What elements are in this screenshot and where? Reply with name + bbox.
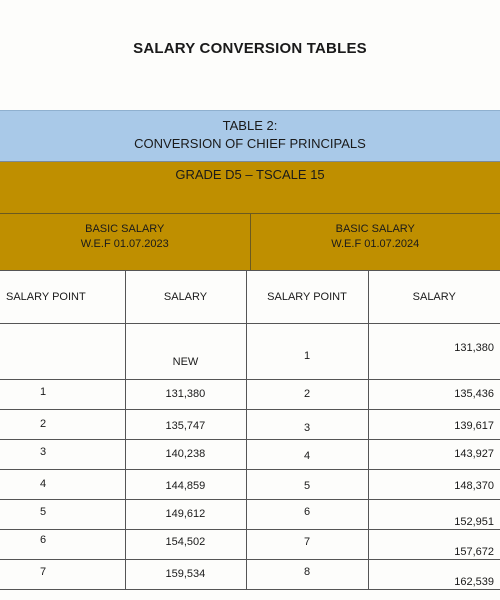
column-header: SALARY POINT	[0, 271, 125, 323]
table-row	[0, 323, 500, 379]
new-salary-point: 6	[303, 505, 311, 518]
table-cell	[368, 439, 500, 469]
table-cell	[0, 323, 125, 379]
column-header: SALARY	[125, 271, 246, 323]
table-cell	[368, 379, 500, 409]
table-row	[0, 379, 500, 409]
table-cell	[125, 379, 246, 409]
old-salary-point: 3	[40, 445, 47, 458]
basic-salary-2024-header	[250, 214, 500, 270]
new-salary: 143,927	[454, 447, 494, 460]
new-point: 1	[303, 349, 311, 362]
table-cell	[125, 499, 246, 529]
table-cell	[246, 323, 368, 379]
table-cell	[125, 409, 246, 439]
table-cell	[125, 559, 246, 589]
new-salary-point: 5	[303, 479, 311, 492]
new-salary-point: 8	[303, 565, 311, 578]
old-salary: 135,747	[165, 419, 206, 432]
group-label: BASIC SALARY	[85, 223, 165, 235]
group-date: W.E.F 01.07.2024	[331, 238, 420, 250]
old-salary: 131,380	[165, 387, 206, 400]
basic-salary-group-row	[0, 214, 500, 271]
table-cell	[246, 469, 368, 499]
old-salary-point: 2	[40, 417, 47, 430]
table-row	[0, 439, 500, 469]
table-cell	[0, 499, 125, 529]
grade-heading: GRADE D5 – TSCALE 15	[0, 162, 500, 214]
column-header-row	[0, 271, 500, 323]
table-row	[0, 559, 500, 589]
table-caption-number: TABLE 2:	[222, 118, 278, 133]
new-salary-point: 2	[303, 387, 311, 400]
old-salary: 159,534	[165, 567, 206, 580]
new-salary: 148,370	[454, 479, 494, 492]
table-cell	[368, 469, 500, 499]
group-label: BASIC SALARY	[335, 223, 415, 235]
table-cell	[125, 529, 246, 559]
table-cell	[368, 529, 500, 559]
basic-salary-2023-header	[0, 214, 250, 270]
old-salary: 140,238	[165, 447, 206, 460]
new-salary: 152,951	[454, 515, 494, 528]
old-salary: 144,859	[165, 479, 206, 492]
table-caption	[0, 110, 500, 162]
new-salary: 162,539	[454, 575, 494, 588]
table-row	[0, 469, 500, 499]
table-row	[0, 529, 500, 559]
new-salary-point: 7	[303, 535, 311, 548]
table-cell	[125, 469, 246, 499]
new-salary-point: 4	[303, 449, 311, 462]
table-cell	[246, 409, 368, 439]
table-cell	[246, 559, 368, 589]
column-header: SALARY POINT	[246, 271, 368, 323]
group-date: W.E.F 01.07.2023	[80, 238, 169, 250]
old-salary-point: 5	[40, 505, 47, 518]
table-caption-title: CONVERSION OF CHIEF PRINCIPALS	[134, 136, 366, 151]
new-salary: 135,436	[454, 387, 494, 400]
old-salary: 149,612	[165, 507, 206, 520]
table-cell	[0, 559, 125, 589]
table-cell	[368, 499, 500, 529]
table-cell	[368, 559, 500, 589]
new-label: NEW	[172, 355, 199, 368]
table-cell	[0, 469, 125, 499]
table-cell	[246, 379, 368, 409]
new-salary-point: 3	[303, 421, 311, 434]
new-salary: 131,380	[454, 341, 494, 354]
old-salary-point: 7	[40, 565, 47, 578]
table-cell	[246, 499, 368, 529]
table-cell	[246, 529, 368, 559]
table-cell	[0, 379, 125, 409]
table-cell	[368, 409, 500, 439]
old-salary: 154,502	[165, 535, 206, 548]
new-salary: 139,617	[454, 419, 494, 432]
table-cell	[368, 323, 500, 379]
table-row	[0, 499, 500, 529]
page-title: SALARY CONVERSION TABLES	[133, 40, 367, 57]
old-salary-point: 6	[40, 533, 47, 546]
old-salary-point: 4	[40, 477, 47, 490]
conversion-table	[0, 110, 500, 590]
table-cell	[0, 439, 125, 469]
new-salary: 157,672	[454, 545, 494, 558]
table-cell	[0, 409, 125, 439]
table-cell	[0, 529, 125, 559]
column-header: SALARY	[368, 271, 500, 323]
table-cell	[246, 439, 368, 469]
old-salary-point: 1	[40, 385, 47, 398]
table-cell	[125, 439, 246, 469]
salary-grid	[0, 271, 500, 590]
table-row	[0, 409, 500, 439]
table-cell	[125, 323, 246, 379]
